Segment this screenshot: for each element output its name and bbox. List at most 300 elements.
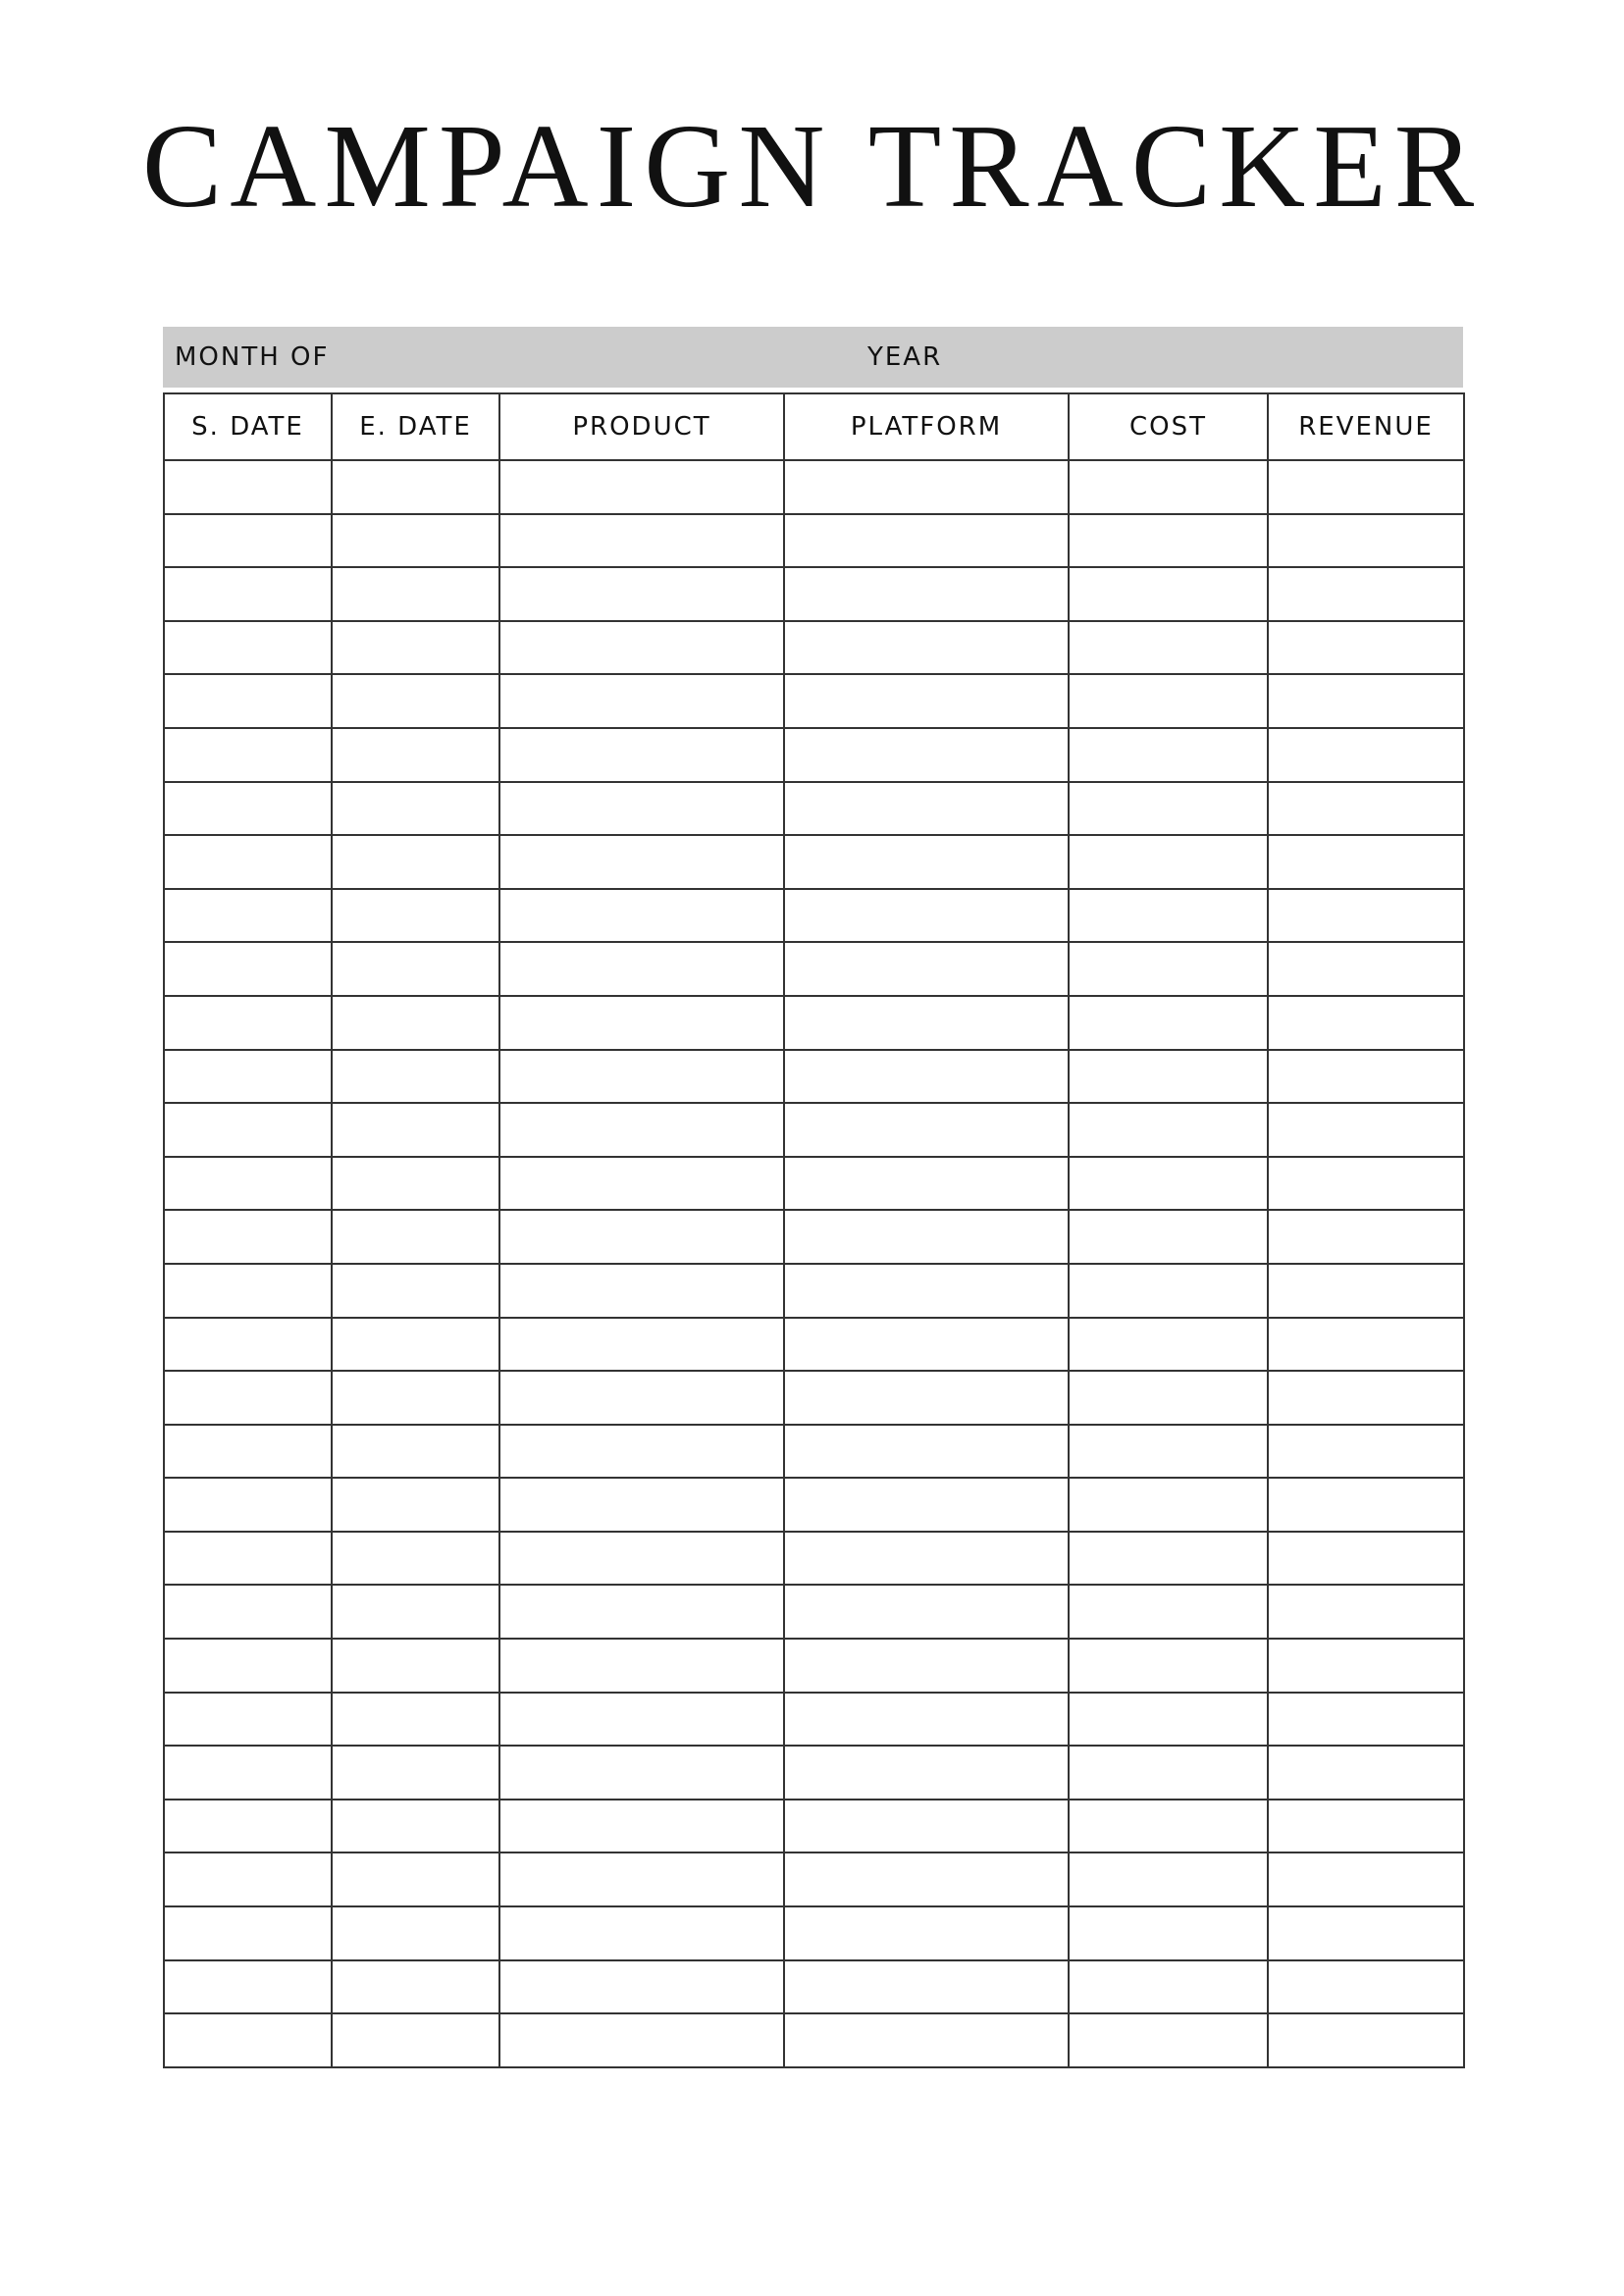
product-input[interactable] (500, 729, 783, 781)
cell-cost (1069, 1371, 1268, 1425)
cell-start-date (164, 1157, 332, 1211)
revenue-input[interactable] (1269, 1747, 1463, 1799)
end-date-input[interactable] (333, 1158, 498, 1210)
end-date-input[interactable] (333, 1426, 498, 1478)
cell-cost (1069, 1639, 1268, 1693)
platform-input[interactable] (785, 1586, 1068, 1638)
cell-product (499, 567, 784, 621)
revenue-input[interactable] (1269, 1961, 1463, 2013)
end-date-input[interactable] (333, 997, 498, 1049)
start-date-input[interactable] (165, 997, 331, 1049)
cell-platform (784, 2013, 1069, 2067)
cell-revenue (1268, 1157, 1464, 1211)
cell-end-date (332, 1585, 499, 1639)
end-date-input[interactable] (333, 729, 498, 781)
cost-input[interactable] (1070, 1211, 1267, 1263)
revenue-input[interactable] (1269, 1319, 1463, 1371)
cell-start-date (164, 1906, 332, 1960)
product-input[interactable] (500, 1426, 783, 1478)
year-field[interactable] (977, 337, 1452, 380)
revenue-input[interactable] (1269, 1800, 1463, 1852)
start-date-input[interactable] (165, 1479, 331, 1531)
product-input[interactable] (500, 1961, 783, 2013)
start-date-input[interactable] (165, 1158, 331, 1210)
platform-input[interactable] (785, 890, 1068, 942)
revenue-input[interactable] (1269, 1426, 1463, 1478)
cell-end-date (332, 728, 499, 782)
start-date-input[interactable] (165, 1640, 331, 1692)
cell-start-date (164, 1639, 332, 1693)
revenue-input[interactable] (1269, 997, 1463, 1049)
month-field[interactable] (349, 337, 824, 380)
start-date-input[interactable] (165, 1319, 331, 1371)
cell-start-date (164, 1585, 332, 1639)
cell-cost (1069, 460, 1268, 514)
cell-revenue (1268, 1639, 1464, 1693)
revenue-input[interactable] (1269, 836, 1463, 888)
platform-input[interactable] (785, 568, 1068, 620)
end-date-input[interactable] (333, 1051, 498, 1103)
product-input[interactable] (500, 1265, 783, 1317)
cell-end-date (332, 567, 499, 621)
cell-platform (784, 889, 1069, 943)
start-date-input[interactable] (165, 1961, 331, 2013)
revenue-input[interactable] (1269, 1640, 1463, 1692)
product-input[interactable] (500, 943, 783, 995)
cost-input[interactable] (1070, 675, 1267, 727)
start-date-input[interactable] (165, 1694, 331, 1746)
cell-end-date (332, 460, 499, 514)
platform-input[interactable] (785, 1800, 1068, 1852)
product-input[interactable] (500, 1907, 783, 1959)
platform-input[interactable] (785, 1426, 1068, 1478)
cell-platform (784, 1746, 1069, 1800)
end-date-input[interactable] (333, 943, 498, 995)
product-input[interactable] (500, 1800, 783, 1852)
start-date-input[interactable] (165, 943, 331, 995)
end-date-input[interactable] (333, 1211, 498, 1263)
product-input[interactable] (500, 568, 783, 620)
cell-platform (784, 514, 1069, 568)
cell-end-date (332, 1478, 499, 1532)
platform-input[interactable] (785, 1265, 1068, 1317)
cost-input[interactable] (1070, 1319, 1267, 1371)
end-date-input[interactable] (333, 1747, 498, 1799)
revenue-input[interactable] (1269, 515, 1463, 567)
end-date-input[interactable] (333, 1694, 498, 1746)
cost-input[interactable] (1070, 1158, 1267, 1210)
cell-product (499, 1585, 784, 1639)
platform-input[interactable] (785, 1907, 1068, 1959)
cell-cost (1069, 728, 1268, 782)
platform-input[interactable] (785, 997, 1068, 1049)
platform-input[interactable] (785, 783, 1068, 835)
cell-end-date (332, 1210, 499, 1264)
revenue-input[interactable] (1269, 622, 1463, 674)
table-row (164, 1210, 1464, 1264)
cell-platform (784, 1800, 1069, 1853)
revenue-input[interactable] (1269, 1907, 1463, 1959)
revenue-input[interactable] (1269, 461, 1463, 513)
cell-revenue (1268, 1478, 1464, 1532)
cell-start-date (164, 674, 332, 728)
cell-platform (784, 1103, 1069, 1157)
platform-input[interactable] (785, 1747, 1068, 1799)
cell-end-date (332, 942, 499, 996)
cell-platform (784, 1693, 1069, 1747)
cost-input[interactable] (1070, 568, 1267, 620)
start-date-input[interactable] (165, 1265, 331, 1317)
cell-revenue (1268, 621, 1464, 675)
platform-input[interactable] (785, 1961, 1068, 2013)
table-row (164, 942, 1464, 996)
cell-end-date (332, 2013, 499, 2067)
product-input[interactable] (500, 1586, 783, 1638)
cell-product (499, 1103, 784, 1157)
cell-cost (1069, 567, 1268, 621)
cost-input[interactable] (1070, 836, 1267, 888)
cost-input[interactable] (1070, 1694, 1267, 1746)
table-row (164, 1103, 1464, 1157)
revenue-input[interactable] (1269, 1158, 1463, 1210)
product-input[interactable] (500, 1211, 783, 1263)
end-date-input[interactable] (333, 836, 498, 888)
cell-product (499, 942, 784, 996)
revenue-input[interactable] (1269, 1211, 1463, 1263)
end-date-input[interactable] (333, 1479, 498, 1531)
column-header-cost: COST (1069, 393, 1268, 460)
cost-input[interactable] (1070, 1853, 1267, 1905)
table-row (164, 567, 1464, 621)
start-date-input[interactable] (165, 515, 331, 567)
cell-end-date (332, 1264, 499, 1318)
cell-revenue (1268, 1210, 1464, 1264)
table-row (164, 1852, 1464, 1906)
cost-input[interactable] (1070, 1051, 1267, 1103)
cell-revenue (1268, 1960, 1464, 2014)
cell-revenue (1268, 674, 1464, 728)
cell-platform (784, 460, 1069, 514)
product-input[interactable] (500, 1640, 783, 1692)
revenue-input[interactable] (1269, 729, 1463, 781)
cell-platform (784, 1157, 1069, 1211)
cost-input[interactable] (1070, 1800, 1267, 1852)
end-date-input[interactable] (333, 461, 498, 513)
end-date-input[interactable] (333, 622, 498, 674)
end-date-input[interactable] (333, 515, 498, 567)
platform-input[interactable] (785, 1640, 1068, 1692)
end-date-input[interactable] (333, 890, 498, 942)
revenue-input[interactable] (1269, 568, 1463, 620)
cell-product (499, 1852, 784, 1906)
table-row (164, 1264, 1464, 1318)
revenue-input[interactable] (1269, 1479, 1463, 1531)
cell-cost (1069, 1103, 1268, 1157)
product-input[interactable] (500, 1747, 783, 1799)
cell-end-date (332, 996, 499, 1050)
product-input[interactable] (500, 461, 783, 513)
start-date-input[interactable] (165, 1800, 331, 1852)
cost-input[interactable] (1070, 1479, 1267, 1531)
cell-product (499, 996, 784, 1050)
platform-input[interactable] (785, 461, 1068, 513)
cost-input[interactable] (1070, 1907, 1267, 1959)
cell-platform (784, 1210, 1069, 1264)
cell-start-date (164, 567, 332, 621)
revenue-input[interactable] (1269, 675, 1463, 727)
product-input[interactable] (500, 1479, 783, 1531)
platform-input[interactable] (785, 943, 1068, 995)
cell-cost (1069, 1532, 1268, 1586)
end-date-input[interactable] (333, 1319, 498, 1371)
cell-start-date (164, 1746, 332, 1800)
cell-product (499, 728, 784, 782)
revenue-input[interactable] (1269, 1051, 1463, 1103)
product-input[interactable] (500, 836, 783, 888)
cost-input[interactable] (1070, 515, 1267, 567)
product-input[interactable] (500, 1694, 783, 1746)
table-row (164, 1800, 1464, 1853)
platform-input[interactable] (785, 1533, 1068, 1585)
cell-start-date (164, 728, 332, 782)
cell-start-date (164, 1264, 332, 1318)
table-header-row (164, 393, 1464, 460)
cell-platform (784, 1050, 1069, 1104)
cell-cost (1069, 1800, 1268, 1853)
cell-revenue (1268, 1800, 1464, 1853)
cell-end-date (332, 1103, 499, 1157)
end-date-input[interactable] (333, 1961, 498, 2013)
product-input[interactable] (500, 515, 783, 567)
table-row (164, 460, 1464, 514)
cell-revenue (1268, 1693, 1464, 1747)
cost-input[interactable] (1070, 997, 1267, 1049)
cost-input[interactable] (1070, 1586, 1267, 1638)
product-input[interactable] (500, 1853, 783, 1905)
cell-platform (784, 1425, 1069, 1479)
start-date-input[interactable] (165, 1586, 331, 1638)
revenue-input[interactable] (1269, 943, 1463, 995)
period-bar (163, 327, 1463, 388)
cost-input[interactable] (1070, 1426, 1267, 1478)
platform-input[interactable] (785, 1853, 1068, 1905)
cost-input[interactable] (1070, 1747, 1267, 1799)
end-date-input[interactable] (333, 1265, 498, 1317)
cell-platform (784, 1639, 1069, 1693)
start-date-input[interactable] (165, 622, 331, 674)
cost-input[interactable] (1070, 1961, 1267, 2013)
table-row (164, 674, 1464, 728)
cell-product (499, 835, 784, 889)
platform-input[interactable] (785, 515, 1068, 567)
table-row (164, 996, 1464, 1050)
revenue-input[interactable] (1269, 783, 1463, 835)
product-input[interactable] (500, 1372, 783, 1424)
cell-platform (784, 1318, 1069, 1372)
platform-input[interactable] (785, 1211, 1068, 1263)
cost-input[interactable] (1070, 461, 1267, 513)
cell-product (499, 1693, 784, 1747)
cell-end-date (332, 1800, 499, 1853)
end-date-input[interactable] (333, 568, 498, 620)
platform-input[interactable] (785, 622, 1068, 674)
platform-input[interactable] (785, 1319, 1068, 1371)
column-header-platform: PLATFORM (784, 393, 1069, 460)
end-date-input[interactable] (333, 1907, 498, 1959)
product-input[interactable] (500, 2014, 783, 2066)
cell-cost (1069, 1906, 1268, 1960)
cost-input[interactable] (1070, 2014, 1267, 2066)
product-input[interactable] (500, 1533, 783, 1585)
start-date-input[interactable] (165, 836, 331, 888)
product-input[interactable] (500, 675, 783, 727)
column-header-product: PRODUCT (499, 393, 784, 460)
table-row (164, 728, 1464, 782)
revenue-input[interactable] (1269, 1533, 1463, 1585)
start-date-input[interactable] (165, 1051, 331, 1103)
end-date-input[interactable] (333, 1853, 498, 1905)
cell-revenue (1268, 728, 1464, 782)
platform-input[interactable] (785, 675, 1068, 727)
revenue-input[interactable] (1269, 1586, 1463, 1638)
revenue-input[interactable] (1269, 1853, 1463, 1905)
cell-product (499, 621, 784, 675)
cell-product (499, 2013, 784, 2067)
start-date-input[interactable] (165, 675, 331, 727)
cell-cost (1069, 782, 1268, 836)
cell-end-date (332, 782, 499, 836)
cost-input[interactable] (1070, 622, 1267, 674)
table-row (164, 1639, 1464, 1693)
cost-input[interactable] (1070, 1265, 1267, 1317)
revenue-input[interactable] (1269, 2014, 1463, 2066)
end-date-input[interactable] (333, 1640, 498, 1692)
table-row (164, 782, 1464, 836)
start-date-input[interactable] (165, 890, 331, 942)
cell-start-date (164, 996, 332, 1050)
cell-revenue (1268, 996, 1464, 1050)
cell-cost (1069, 1852, 1268, 1906)
product-input[interactable] (500, 890, 783, 942)
product-input[interactable] (500, 1104, 783, 1156)
cell-end-date (332, 514, 499, 568)
end-date-input[interactable] (333, 675, 498, 727)
cell-start-date (164, 1852, 332, 1906)
start-date-input[interactable] (165, 1907, 331, 1959)
product-input[interactable] (500, 1158, 783, 1210)
platform-input[interactable] (785, 2014, 1068, 2066)
cell-start-date (164, 1210, 332, 1264)
cost-input[interactable] (1070, 1533, 1267, 1585)
start-date-input[interactable] (165, 1747, 331, 1799)
table-row (164, 1585, 1464, 1639)
table-body (164, 460, 1464, 2067)
product-input[interactable] (500, 783, 783, 835)
end-date-input[interactable] (333, 783, 498, 835)
start-date-input[interactable] (165, 1372, 331, 1424)
cost-input[interactable] (1070, 1372, 1267, 1424)
end-date-input[interactable] (333, 1586, 498, 1638)
cell-revenue (1268, 1906, 1464, 1960)
start-date-input[interactable] (165, 1426, 331, 1478)
start-date-input[interactable] (165, 783, 331, 835)
cell-end-date (332, 1852, 499, 1906)
cell-revenue (1268, 1050, 1464, 1104)
cell-cost (1069, 942, 1268, 996)
start-date-input[interactable] (165, 568, 331, 620)
cell-cost (1069, 835, 1268, 889)
platform-input[interactable] (785, 1694, 1068, 1746)
cell-cost (1069, 996, 1268, 1050)
cost-input[interactable] (1070, 943, 1267, 995)
cell-platform (784, 1585, 1069, 1639)
platform-input[interactable] (785, 1051, 1068, 1103)
start-date-input[interactable] (165, 461, 331, 513)
product-input[interactable] (500, 997, 783, 1049)
cell-platform (784, 835, 1069, 889)
cell-product (499, 1746, 784, 1800)
platform-input[interactable] (785, 1479, 1068, 1531)
start-date-input[interactable] (165, 2014, 331, 2066)
end-date-input[interactable] (333, 1533, 498, 1585)
product-input[interactable] (500, 1319, 783, 1371)
cost-input[interactable] (1070, 1104, 1267, 1156)
cell-revenue (1268, 1585, 1464, 1639)
campaign-table (163, 392, 1465, 2068)
platform-input[interactable] (785, 836, 1068, 888)
cost-input[interactable] (1070, 729, 1267, 781)
platform-input[interactable] (785, 1158, 1068, 1210)
platform-input[interactable] (785, 1372, 1068, 1424)
start-date-input[interactable] (165, 729, 331, 781)
end-date-input[interactable] (333, 2014, 498, 2066)
cost-input[interactable] (1070, 1640, 1267, 1692)
start-date-input[interactable] (165, 1104, 331, 1156)
cell-cost (1069, 1210, 1268, 1264)
end-date-input[interactable] (333, 1800, 498, 1852)
cell-product (499, 674, 784, 728)
cell-start-date (164, 460, 332, 514)
product-input[interactable] (500, 1051, 783, 1103)
table-row (164, 1960, 1464, 2014)
start-date-input[interactable] (165, 1211, 331, 1263)
cell-product (499, 1210, 784, 1264)
cost-input[interactable] (1070, 783, 1267, 835)
end-date-input[interactable] (333, 1372, 498, 1424)
year-label: YEAR (867, 342, 943, 372)
platform-input[interactable] (785, 729, 1068, 781)
revenue-input[interactable] (1269, 1265, 1463, 1317)
revenue-input[interactable] (1269, 1694, 1463, 1746)
revenue-input[interactable] (1269, 1104, 1463, 1156)
table-row (164, 1425, 1464, 1479)
cell-revenue (1268, 567, 1464, 621)
cell-end-date (332, 889, 499, 943)
start-date-input[interactable] (165, 1533, 331, 1585)
revenue-input[interactable] (1269, 890, 1463, 942)
cell-platform (784, 1371, 1069, 1425)
table-row (164, 1371, 1464, 1425)
revenue-input[interactable] (1269, 1372, 1463, 1424)
table-row (164, 1050, 1464, 1104)
cost-input[interactable] (1070, 890, 1267, 942)
end-date-input[interactable] (333, 1104, 498, 1156)
platform-input[interactable] (785, 1104, 1068, 1156)
column-header-revenue: REVENUE (1268, 393, 1464, 460)
product-input[interactable] (500, 622, 783, 674)
start-date-input[interactable] (165, 1853, 331, 1905)
table-row (164, 835, 1464, 889)
